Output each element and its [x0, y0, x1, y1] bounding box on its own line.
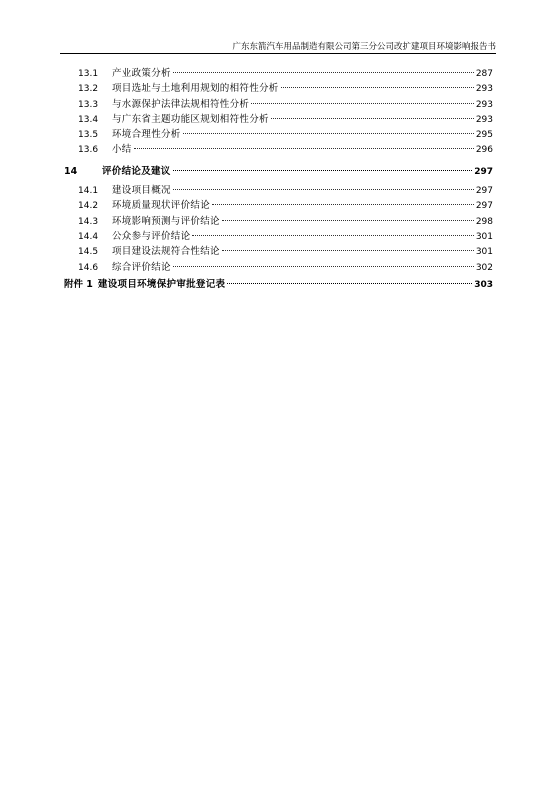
toc-entry-13-4[interactable] — [64, 112, 493, 127]
toc-chapter-number: 14 — [64, 165, 78, 177]
toc-entry-title: 环境合理性分析 — [112, 129, 181, 141]
toc-entry-title: 建设项目概况 — [112, 185, 171, 197]
toc-entry-number: 13.1 — [78, 69, 99, 79]
toc-entry-number: 14.1 — [78, 186, 99, 197]
toc-dot-leader — [173, 189, 474, 190]
toc-entry-page: 296 — [475, 145, 493, 156]
toc-entry-title: 环境影响预测与评价结论 — [112, 215, 220, 227]
toc-entry-title: 综合评价结论 — [112, 261, 171, 273]
toc-entry-page: 302 — [475, 262, 493, 273]
toc-dot-leader — [134, 148, 474, 149]
toc-dot-leader — [192, 235, 473, 236]
toc-entry-page: 297 — [475, 186, 493, 197]
toc-entry-page: 287 — [475, 69, 493, 79]
toc-appendix-1[interactable] — [64, 277, 493, 292]
toc-entry-title: 环境质量现状评价结论 — [112, 200, 211, 212]
toc-entry-title: 项目建设法规符合性结论 — [112, 246, 220, 258]
header-rule — [60, 53, 496, 54]
toc-dot-leader — [271, 118, 474, 119]
toc-entry-14-5[interactable] — [64, 244, 493, 259]
toc-entry-13-5[interactable] — [64, 127, 493, 142]
toc-entry-number: 13.5 — [78, 130, 99, 141]
toc-entry-title: 项目选址与土地利用规划的相符性分析 — [112, 83, 279, 95]
toc-entry-13-1[interactable] — [64, 66, 493, 81]
toc-entry-number: 14.6 — [78, 262, 99, 273]
toc-entry-page: 297 — [475, 201, 493, 212]
toc-entry-number: 14.4 — [78, 231, 99, 242]
toc-entry-13-6[interactable] — [64, 142, 493, 157]
toc-dot-leader — [251, 103, 474, 104]
toc-entry-14-3[interactable] — [64, 214, 493, 229]
toc-entry-14-6[interactable] — [64, 260, 493, 275]
toc-entry-14-2[interactable] — [64, 198, 493, 213]
toc-entry-page: 298 — [475, 216, 493, 227]
toc-chapter-page: 297 — [474, 166, 493, 177]
toc-appendix-number: 附件 1 — [64, 278, 93, 290]
toc-entry-number: 14.5 — [78, 247, 99, 258]
toc-entry-number: 13.6 — [78, 145, 99, 156]
toc-entry-title: 产业政策分析 — [112, 68, 171, 79]
toc-entry-number: 13.2 — [78, 84, 99, 95]
toc-dot-leader — [222, 250, 474, 251]
toc-appendix-title: 建设项目环境保护审批登记表 — [97, 278, 226, 290]
toc-entry-title: 公众参与评价结论 — [112, 230, 191, 242]
table-of-contents — [64, 66, 493, 292]
toc-entry-number: 13.4 — [78, 114, 99, 125]
toc-entry-number: 13.3 — [78, 99, 99, 110]
toc-dot-leader — [212, 204, 474, 205]
toc-entry-page: 301 — [475, 247, 493, 258]
toc-appendix-page: 303 — [474, 279, 493, 290]
page-header: 广东东箭汽车用品制造有限公司第三分公司改扩建项目环境影响报告书 — [232, 42, 496, 52]
toc-entry-13-3[interactable] — [64, 97, 493, 112]
toc-dot-leader — [173, 170, 473, 171]
toc-entry-page: 293 — [475, 84, 493, 95]
toc-entry-number: 14.3 — [78, 216, 99, 227]
toc-dot-leader — [222, 220, 474, 221]
toc-entry-page: 301 — [475, 231, 493, 242]
toc-entry-13-2[interactable] — [64, 81, 493, 96]
toc-entry-title: 与水源保护法律法规相符性分析 — [112, 98, 250, 110]
toc-dot-leader — [281, 87, 474, 88]
toc-entry-page: 293 — [475, 99, 493, 110]
toc-dot-leader — [173, 72, 474, 73]
toc-entry-14-1[interactable] — [64, 183, 493, 198]
toc-entry-page: 295 — [475, 130, 493, 141]
toc-dot-leader — [173, 266, 474, 267]
toc-entry-title: 小结 — [112, 144, 132, 156]
toc-dot-leader — [227, 283, 472, 284]
toc-entry-number: 14.2 — [78, 201, 99, 212]
toc-entry-page: 293 — [475, 114, 493, 125]
toc-entry-14-4[interactable] — [64, 229, 493, 244]
toc-dot-leader — [183, 133, 474, 134]
toc-entry-title: 与广东省主题功能区规划相符性分析 — [112, 113, 269, 125]
toc-chapter-14[interactable] — [64, 164, 493, 179]
toc-chapter-title: 评价结论及建议 — [102, 165, 171, 177]
